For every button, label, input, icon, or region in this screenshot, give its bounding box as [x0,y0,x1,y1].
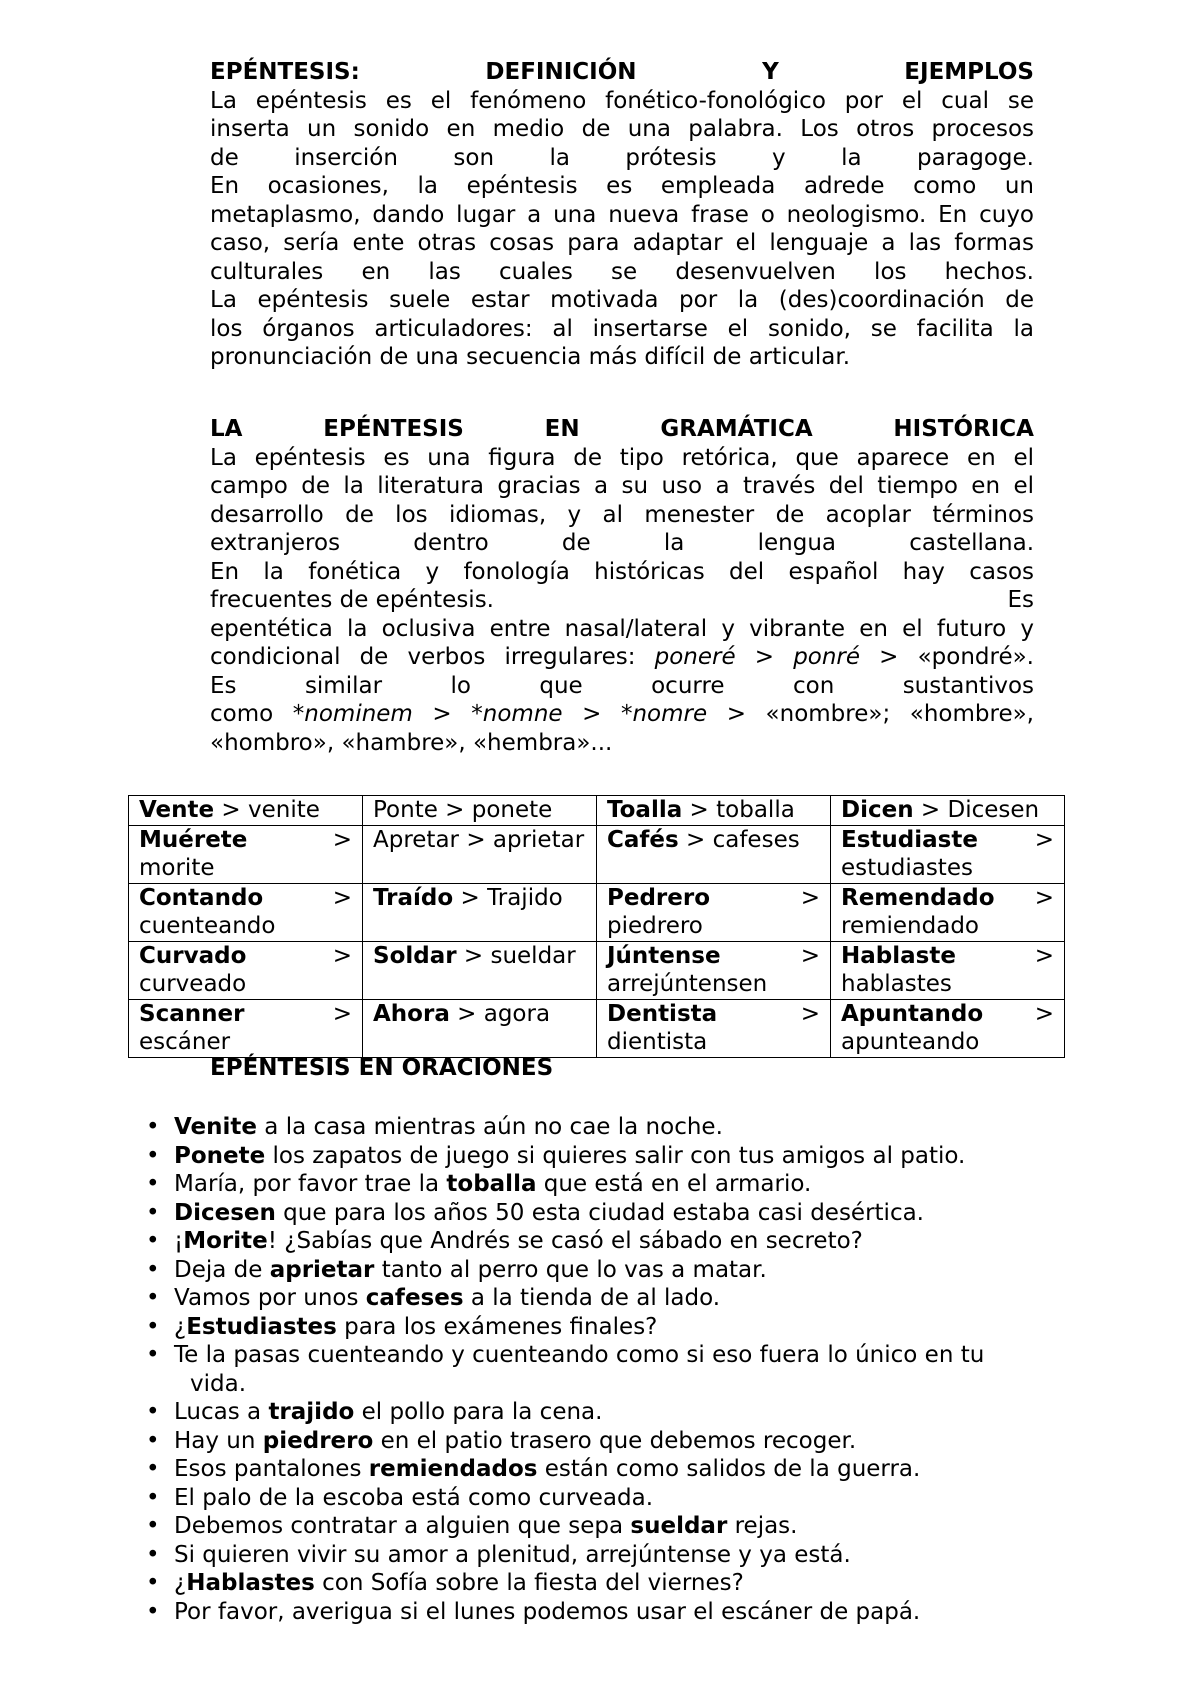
cell-variant: > remiendado [841,884,1054,939]
sentences-list [146,1113,1046,1626]
text-line [210,586,1034,615]
bold-word: remiendados [368,1456,538,1482]
table-cell [363,825,597,883]
table-cell [129,883,363,941]
table-cell [597,825,831,883]
bold-word: toballa [446,1171,537,1197]
bold-word: sueldar [630,1513,728,1539]
text-fragment: que está en el armario. [536,1171,812,1197]
text-fragment: Te la pasas cuenteando y cuenteando como si eso fuera lo único en tu [174,1342,985,1368]
bold-word: Hablastes [186,1570,315,1596]
text-fragment: condicional de verbos irregulares: [210,644,655,670]
text-line: desarrollo de los idiomas, y al menester de acoplar términos [210,501,1034,528]
cell-variant: > curveado [139,942,352,997]
section-gramatica-historica [210,415,1034,757]
list-item [146,1142,1046,1171]
cell-variant: > Dicesen [913,797,1040,823]
table-cell [597,883,831,941]
text-fragment: Es [1007,587,1034,613]
text-fragment: en el patio trasero que debemos recoger. [373,1427,857,1454]
cell-variant: > escáner [139,1000,352,1055]
cell-variant: > agora [449,1000,551,1027]
table-cell [363,883,597,941]
cell-variant: Apretar > aprietar [373,826,585,853]
text-line: «hombro», «hambre», «hembra»... [210,729,613,756]
text-line: Es similar lo que ocurre con sustantivos [210,672,1034,699]
heading-oraciones: EPÉNTESIS EN ORACIONES [210,1055,554,1081]
text-fragment: como [210,701,293,727]
cell-word: Remendado [841,884,995,911]
text-line: En ocasiones, la epéntesis es empleada adrede como un [210,173,1034,199]
cell-variant: > sueldar [456,942,576,969]
text-fragment: con Sofía sobre la fiesta del viernes? [314,1570,744,1596]
text-line: campo de la literatura gracias a su uso a través del tiempo en el [210,473,1034,499]
table-cell [129,941,363,999]
table-cell [129,825,363,883]
cell-word: Muérete [139,826,248,853]
italic-example: *nominem [292,701,413,727]
text-fragment: están como salidos de la guerra. [537,1456,921,1482]
cell-word: Ahora [373,1000,450,1027]
text-fragment: Deja de [174,1256,270,1283]
text-fragment: ¿ [174,1570,187,1596]
text-line: inserta un sonido en medio de una palabra. Los otros procesos [210,116,1034,142]
list-item [146,1113,1046,1142]
text-fragment: Debemos contratar a alguien que sepa [174,1513,631,1539]
list-item [146,1512,1046,1541]
list-item [146,1598,1046,1627]
text-fragment: los zapatos de juego si quieres salir con tus amigos al patio. [265,1142,966,1169]
examples-table [128,795,1065,1058]
list-item [146,1313,1046,1342]
table-row [129,999,1065,1057]
cell-word: Vente [139,797,215,823]
bold-word: aprietar [269,1256,375,1283]
text-fragment: > «nombre»; «hombre», [707,701,1034,727]
table-cell [831,999,1065,1057]
list-item [146,1569,1046,1598]
table-cell [831,883,1065,941]
list-item [146,1341,1046,1398]
table-cell [597,941,831,999]
text-fragment: María, por favor trae la [174,1171,447,1197]
cell-variant: > apunteando [841,1000,1054,1055]
text-fragment: el pollo para la cena. [354,1399,603,1425]
text-fragment: > [562,701,621,727]
bold-word: Estudiastes [186,1313,337,1340]
cell-word: Soldar [373,942,457,969]
cell-word: Contando [139,884,264,911]
text-line: de inserción son la prótesis y la paragoge. [210,144,1034,171]
cell-variant: > hablastes [841,942,1054,997]
cell-variant: > morite [139,826,352,881]
table-cell [129,999,363,1057]
text-line [210,643,1034,672]
table-row [129,941,1065,999]
table-cell [831,825,1065,883]
text-line: La epéntesis suele estar motivada por la (des)coordinación de [210,287,1034,313]
table-cell [597,999,831,1057]
cell-word: Estudiaste [841,826,978,853]
table-cell [597,796,831,826]
cell-word: Apuntando [841,1000,984,1027]
text-line: caso, sería ente otras cosas para adaptar el lenguaje a las formas [210,230,1034,256]
cell-variant: > venite [214,797,320,823]
bold-word: piedrero [262,1427,374,1454]
list-item [146,1398,1046,1427]
text-fragment: Lucas a [174,1399,269,1425]
text-fragment: > [735,644,794,670]
bold-word: trajido [268,1399,355,1425]
cell-word: Júntense [607,942,721,969]
heading-word: HISTÓRICA [893,416,1034,442]
text-line: culturales en las cuales se desenvuelven los hechos. [210,258,1034,285]
cell-word: Hablaste [841,942,956,969]
cell-word: Toalla [607,797,683,823]
text-line: extranjeros dentro de la lengua castellana. [210,530,1034,556]
cell-variant: > piedrero [607,884,820,939]
text-fragment: > «pondré». [860,644,1034,670]
list-item [146,1199,1046,1228]
cell-variant: > estudiastes [841,826,1054,881]
italic-example: poneré [654,644,736,670]
heading-word: DEFINICIÓN [485,59,637,85]
italic-example: *nomre [620,701,708,727]
list-item [146,1427,1046,1456]
cell-word: Traído [373,884,454,911]
table-cell [363,796,597,826]
bold-word: Ponete [174,1142,266,1169]
cell-variant: > dientista [607,1000,820,1055]
cell-word: Cafés [607,826,679,853]
table-row [129,796,1065,826]
text-line: La epéntesis es una figura de tipo retórica, que aparece en el [210,444,1034,471]
table-cell [129,796,363,826]
list-item [146,1455,1046,1484]
text-fragment: El palo de la escoba está como curveada. [174,1484,654,1511]
text-line: pronunciación de una secuencia más difícil de articular. [210,344,851,370]
cell-variant: > Trajido [453,884,563,911]
italic-example: *nomne [471,701,563,727]
table-cell [831,796,1065,826]
heading-word: Y [762,59,779,85]
cell-word: Dicen [841,797,914,823]
heading-word: EPÉNTESIS: [210,59,360,85]
cell-variant: Ponte > ponete [373,797,553,823]
cell-variant: > toballa [682,797,795,823]
text-fragment: vida. [190,1370,247,1397]
list-item [146,1284,1046,1313]
cell-word: Dentista [607,1000,718,1027]
heading-definicion [210,58,1034,87]
text-line: metaplasmo, dando lugar a una nueva frase o neologismo. En cuyo [210,201,1034,228]
italic-example: ponré [793,644,861,670]
text-fragment: ¡ [174,1228,184,1254]
text-fragment: ! ¿Sabías que Andrés se casó el sábado en secreto? [267,1228,863,1254]
text-fragment: Hay un [174,1427,263,1454]
list-item [146,1541,1046,1570]
cell-word: Scanner [139,1000,245,1027]
text-line: los órganos articuladores: al insertarse el sonido, se facilita la [210,315,1034,342]
text-line [210,700,1034,729]
table-cell [363,999,597,1057]
cell-variant: > arrejúntensen [607,942,820,997]
text-fragment: rejas. [727,1513,798,1539]
text-fragment: que para los años 50 esta ciudad estaba casi desértica. [275,1199,924,1226]
cell-word: Curvado [139,942,247,969]
table-cell [831,941,1065,999]
heading-word: EN [544,416,580,442]
cell-variant: > cafeses [678,826,800,853]
text-fragment: tanto al perro que lo vas a matar. [374,1256,767,1283]
text-fragment: para los exámenes finales? [336,1313,658,1340]
list-item [146,1256,1046,1285]
text-line: La epéntesis es el fenómeno fonético-fonológico por el cual se [210,87,1034,114]
text-fragment: a la tienda de al lado. [463,1285,721,1311]
text-fragment: Vamos por unos [174,1285,366,1311]
heading-word: LA [210,416,243,442]
heading-word: EJEMPLOS [904,59,1034,85]
text-fragment: > [412,701,472,727]
list-item [146,1484,1046,1513]
text-fragment: Si quieren vivir su amor a plenitud, arrejúntense y ya está. [174,1541,851,1568]
cell-variant: > cuenteando [139,884,352,939]
bold-word: cafeses [365,1285,464,1311]
table-row [129,825,1065,883]
text-line: epentética la oclusiva entre nasal/lateral y vibrante en el futuro y [210,615,1034,642]
text-fragment: Por favor, averigua si el lunes podemos usar el escáner de papá. [174,1598,921,1625]
text-fragment: Esos pantalones [174,1456,369,1482]
table-cell [363,941,597,999]
bold-word: Dicesen [174,1199,276,1226]
table-row [129,883,1065,941]
bold-word: Morite [183,1228,268,1254]
section-definicion [210,58,1034,372]
text-line: En la fonética y fonología históricas del español hay casos [210,558,1034,585]
text-fragment: a la casa mientras aún no cae la noche. [257,1114,723,1140]
list-item [146,1227,1046,1256]
list-item [146,1170,1046,1199]
text-fragment: ¿ [174,1313,187,1340]
heading-word: EPÉNTESIS [323,416,464,442]
heading-gramatica-historica [210,415,1034,444]
bold-word: Venite [174,1114,257,1140]
text-fragment: frecuentes de epéntesis. [210,587,494,613]
heading-word: GRAMÁTICA [660,416,813,442]
cell-word: Pedrero [607,884,711,911]
